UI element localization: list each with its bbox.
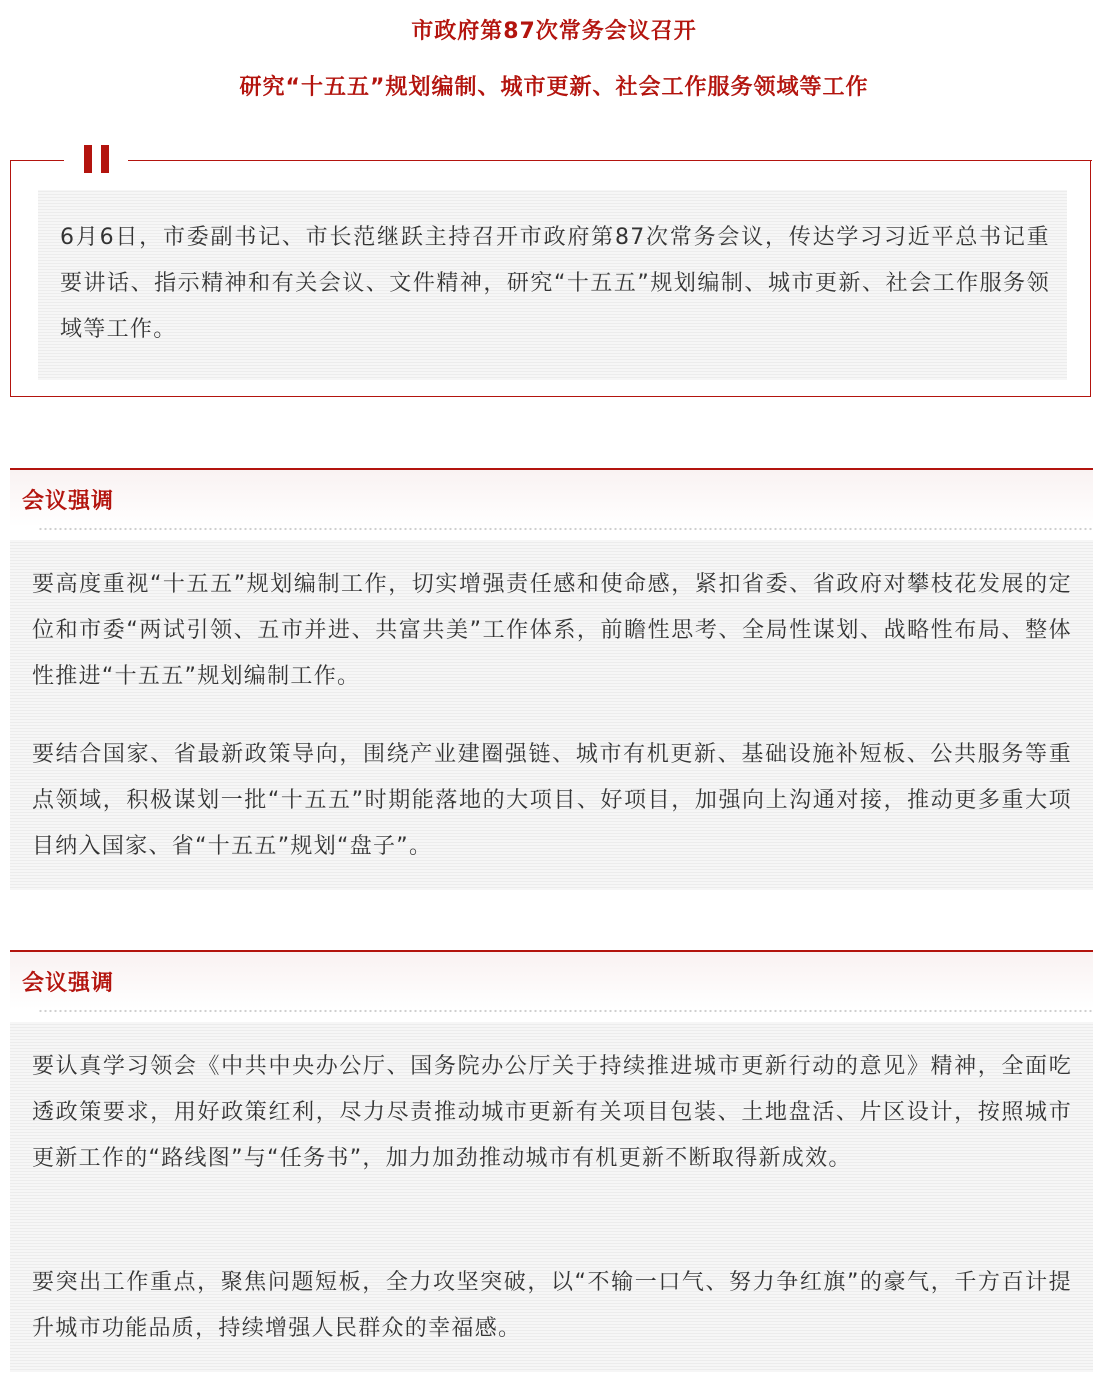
section-1-header: [10, 470, 1093, 527]
section-2-heading: 会议强调: [22, 971, 115, 996]
section-2-paragraph-1: 要认真学习领会《中共中央办公厅、国务院办公厅关于持续推进城市更新行动的意见》精神，全面吃透政策要求，用好政策红利，尽力尽责推动城市更新有关项目包装、土地盘活、片区设计，按照城市更新工作的“路线图”与“任务书”，加力加劲推动城市有机更新不断取得新成效。: [32, 1054, 1072, 1171]
intro-frame-top-left-line: [10, 160, 64, 161]
section-2-header: [10, 952, 1093, 1009]
section-1-heading: 会议强调: [22, 489, 115, 514]
section-2-paragraph-2: 要突出工作重点，聚焦问题短板，全力攻坚突破，以“不输一口气、努力争红旗”的豪气，千方百计提升城市功能品质，持续增强人民群众的幸福感。: [32, 1270, 1072, 1341]
section-1-dotted-rule: [38, 527, 1092, 531]
page-title: 市政府第87次常务会议召开: [411, 19, 697, 44]
intro-frame-top-right-line: [128, 160, 1092, 161]
section-1-paragraph-1: 要高度重视“十五五”规划编制工作，切实增强责任感和使命感，紧扣省委、省政府对攀枝花发展的定位和市委“两试引领、五市并进、共富共美”工作体系，前瞻性思考、全局性谋划、战略性布局、整体性推进“十五五”规划编制工作。: [32, 572, 1072, 689]
decor-bar-icon: [84, 145, 92, 173]
section-1-paragraph-2: 要结合国家、省最新政策导向，围绕产业建圈强链、城市有机更新、基础设施补短板、公共服务等重点领域，积极谋划一批“十五五”时期能落地的大项目、好项目，加强向上沟通对接，推动更多重大项目纳入国家、省“十五五”规划“盘子”。: [32, 742, 1072, 859]
intro-text: 6月6日，市委副书记、市长范继跃主持召开市政府第87次常务会议，传达学习习近平总书记重要讲话、指示精神和有关会议、文件精神，研究“十五五”规划编制、城市更新、社会工作服务领域等工作。: [60, 225, 1050, 342]
section-2-dotted-rule: [38, 1009, 1092, 1013]
decor-bar-icon: [101, 145, 109, 173]
page-subtitle: 研究“十五五”规划编制、城市更新、社会工作服务领域等工作: [239, 75, 869, 100]
